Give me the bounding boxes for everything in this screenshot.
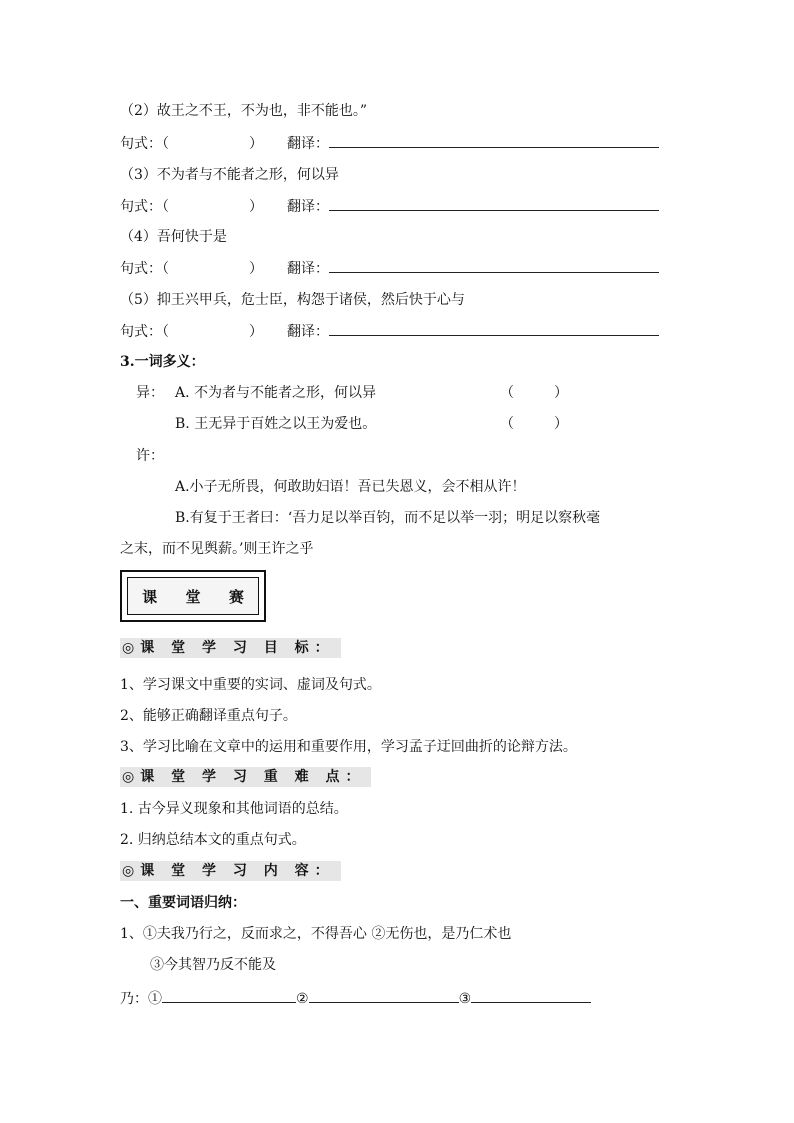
pattern-label: 句式：: [120, 199, 162, 215]
pattern-label: 句式：: [120, 261, 162, 277]
difficulty-item-2: 2. 归纳总结本文的重点句式。: [120, 832, 306, 848]
goal-item-3: 3、学习比喻在文章中的运用和重要作用，学习孟子迂回曲折的论辩方法。: [120, 739, 577, 755]
content-heading: ◎课 堂 学 习 内 容：: [120, 861, 341, 881]
goal-item-1: 1、学习课文中重要的实词、虚词及句式。: [120, 677, 381, 693]
nai-blank-3[interactable]: [471, 988, 591, 1003]
difficulties-heading-row: [120, 768, 371, 786]
pattern-label: 句式：: [120, 324, 162, 340]
translate-label: 翻译：: [287, 199, 329, 215]
section-title-char-1: 课: [142, 587, 158, 606]
nai-blank-2[interactable]: [309, 988, 459, 1003]
answer-blank[interactable]: [329, 259, 659, 273]
section-title-char-3: 赛: [228, 587, 244, 606]
pattern-row-3: 句式：（ ） 翻译：: [120, 197, 659, 216]
nai-blank-1[interactable]: [162, 988, 296, 1003]
xu-option-b-line1: B.有复于王者曰：‘吾力足以举百钧，而不足以举一羽；明足以察秋毫: [175, 510, 601, 526]
polysemy-heading: 3.一词多义：: [120, 354, 205, 370]
yi-answer-b[interactable]: （ ）: [500, 416, 568, 432]
question-4: （4）吾何快于是: [120, 229, 227, 245]
nai-answer-row: 乃：① ② ③: [120, 988, 591, 1008]
question-3: （3）不为者与不能者之形，何以异: [120, 167, 339, 183]
answer-blank[interactable]: [329, 134, 659, 148]
question-5: （5）抑王兴甲兵，危士臣，构怨于诸侯，然后快于心与: [120, 292, 465, 308]
nai-label: 乃：: [120, 991, 148, 1007]
goals-heading: ◎课 堂 学 习 目 标：: [120, 638, 341, 658]
yi-label: 异：: [136, 385, 164, 401]
difficulties-heading: ◎课 堂 学 习 重 难 点：: [120, 767, 371, 787]
yi-option-a: A. 不为者与不能者之形，何以异: [175, 385, 377, 401]
goals-heading-row: [120, 639, 341, 657]
pattern-row-2: 句式：（ ） 翻译：: [120, 134, 659, 153]
content-subheading: 一、重要词语归纳：: [120, 895, 246, 911]
pattern-label: 句式：: [120, 136, 162, 152]
section-title-char-2: 堂: [185, 587, 201, 606]
xu-option-a: A.小子无所畏，何敢助妇语！吾已失恩义，会不相从许！: [175, 479, 526, 495]
difficulty-item-1: 1. 古今异义现象和其他词语的总结。: [120, 801, 348, 817]
pattern-row-4: 句式：（ ） 翻译：: [120, 259, 659, 278]
content-line-1: 1、①夫我乃行之，反而求之，不得吾心 ②无伤也，是乃仁术也: [120, 926, 512, 942]
answer-blank[interactable]: [329, 322, 659, 336]
translate-label: 翻译：: [287, 324, 329, 340]
xu-label: 许：: [136, 448, 164, 464]
section-title-box: [120, 570, 266, 622]
pattern-row-5: 句式：（ ） 翻译：: [120, 322, 659, 341]
translate-label: 翻译：: [287, 261, 329, 277]
translate-label: 翻译：: [287, 136, 329, 152]
content-line-2: ③今其智乃反不能及: [150, 957, 276, 973]
answer-blank[interactable]: [329, 197, 659, 211]
yi-option-b: B. 王无异于百姓之以王为爱也。: [175, 416, 377, 432]
yi-answer-a[interactable]: （ ）: [500, 385, 568, 401]
content-heading-row: [120, 862, 341, 880]
xu-option-b-line2: 之末，而不见舆薪。’则王许之乎: [120, 541, 314, 557]
question-2: （2）故王之不王，不为也，非不能也。”: [120, 103, 368, 119]
goal-item-2: 2、能够正确翻译重点句子。: [120, 708, 297, 724]
